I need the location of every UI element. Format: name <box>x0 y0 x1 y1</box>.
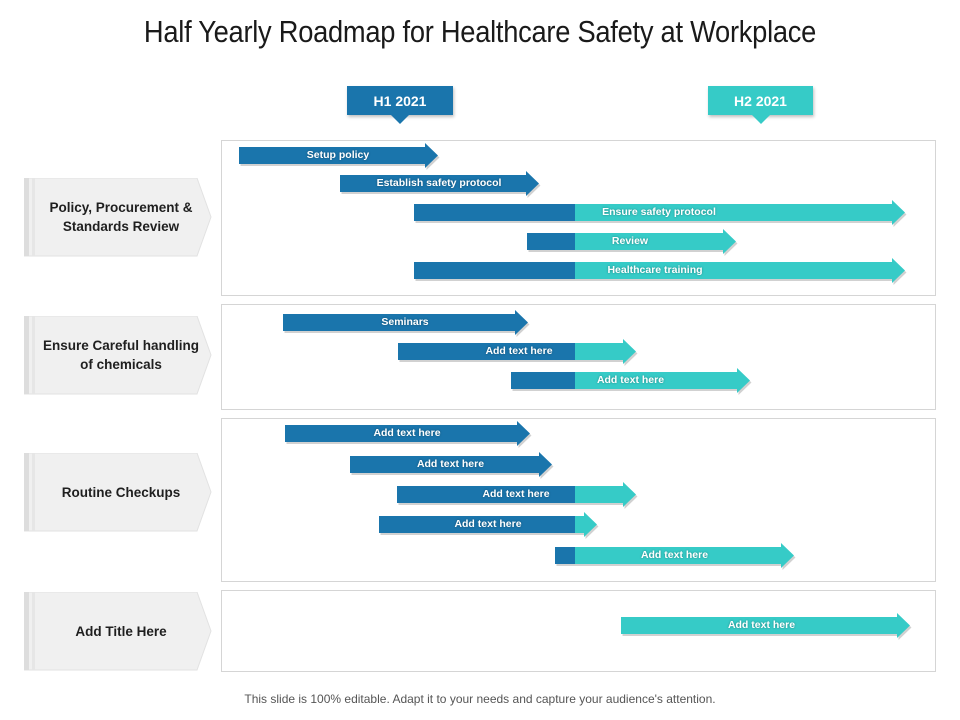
task-arrow <box>285 425 530 447</box>
row-label-text: Ensure Careful handling of chemicals <box>42 338 200 372</box>
task-arrow <box>414 262 905 284</box>
row-label-chemicals <box>24 316 211 394</box>
row-label-text: Policy, Procurement & Standards Review <box>49 200 193 234</box>
task-arrow <box>283 314 528 336</box>
task-arrow <box>350 456 552 478</box>
task-arrow-label: Add text here <box>640 549 709 561</box>
task-arrow <box>527 233 736 255</box>
task-arrow-label: Add text here <box>454 518 522 530</box>
task-arrow-label: Add text here <box>485 345 553 357</box>
task-arrow <box>379 516 597 538</box>
task-arrow <box>511 372 750 394</box>
task-arrow <box>239 147 438 169</box>
row-label-checkups <box>24 453 211 531</box>
task-arrow-label: Review <box>611 235 649 247</box>
row-label-add-title <box>24 592 211 670</box>
page-title: Half Yearly Roadmap for Healthcare Safety at Workplace <box>143 14 817 49</box>
task-arrow-label: Establish safety protocol <box>376 177 502 189</box>
task-arrow-label: Setup policy <box>306 149 370 161</box>
task-arrow-label: Ensure safety protocol <box>602 206 716 218</box>
task-arrow-label: Healthcare training <box>607 264 703 276</box>
task-arrow-label: Add text here <box>373 427 441 439</box>
footer-note: This slide is 100% editable. Adapt it to your needs and capture your audience's attention. <box>244 692 716 706</box>
task-arrow <box>397 486 636 508</box>
row-label-policy <box>24 178 211 256</box>
task-arrow <box>555 547 794 569</box>
task-arrow <box>340 175 539 197</box>
task-arrow-label: Add text here <box>482 488 550 500</box>
row-label-text: Add Title Here <box>75 623 167 639</box>
task-arrow-label: Seminars <box>381 316 429 328</box>
task-arrow <box>398 343 636 365</box>
task-arrow-label: Add text here <box>727 619 796 631</box>
task-arrow-label: Add text here <box>416 458 485 470</box>
row-label-text: Routine Checkups <box>61 484 181 500</box>
task-arrow-label: Add text here <box>596 374 665 386</box>
period-h1-marker: H1 2021 <box>347 86 453 115</box>
task-arrow <box>414 204 905 226</box>
task-arrow <box>621 617 910 639</box>
period-h2-marker: H2 2021 <box>708 86 813 115</box>
